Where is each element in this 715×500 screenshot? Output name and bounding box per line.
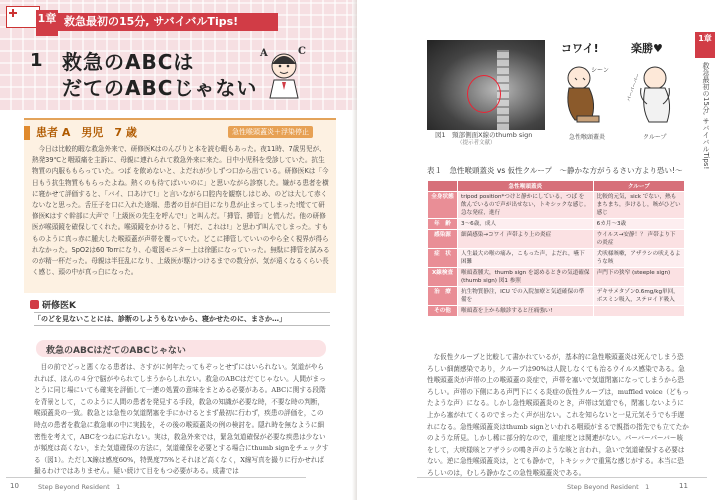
xray-image bbox=[427, 40, 545, 130]
subsection-heading bbox=[36, 340, 326, 357]
row-header: 年 齢 bbox=[428, 219, 458, 230]
row-header: 全身状態 bbox=[428, 192, 458, 219]
section-title-line1: 救急のABCは bbox=[62, 50, 195, 74]
croup-cartoon bbox=[625, 58, 681, 128]
table-row bbox=[428, 249, 685, 268]
table-header-row bbox=[428, 181, 685, 192]
row-header: 感染源 bbox=[428, 230, 458, 249]
logo-box bbox=[6, 6, 40, 28]
table-cell: tripod position*つけと静かにしている，つば を飲んでいるので声が出せない，トキシックな感じ。急な発症，進行 bbox=[458, 192, 594, 219]
row-header: 治 療 bbox=[428, 287, 458, 306]
chapter-number: 1章 bbox=[36, 10, 58, 36]
table-title: 表１ 急性喉頭蓋炎 vs 仮性クループ ～静かな方がうるさい方より恐い!～ bbox=[427, 166, 683, 175]
table-header bbox=[428, 181, 458, 192]
table-cell: 人生最大の喉の痛み，こもった声，よだれ，嚥下困難 bbox=[458, 249, 594, 268]
footer-text-left: Step Beyond Resident 1 bbox=[38, 483, 121, 491]
chapter-title: 救急最初の15分, サバイバルTips! bbox=[58, 13, 278, 31]
table-cell: 抗生物質静注，ICU での入院加療と気道確保の準備を bbox=[458, 287, 594, 306]
right-page bbox=[357, 0, 715, 500]
table-cell: 声門下の狭窄 (steeple sign) bbox=[593, 268, 684, 287]
easy-label: 楽勝♥ bbox=[631, 42, 663, 55]
page-number-left: 10 bbox=[10, 482, 19, 490]
table-cell: 比較的元気，sick でない，熱もまちまち，歩けるし，咳がひどい感じ bbox=[593, 192, 684, 219]
footer-rule bbox=[6, 477, 306, 478]
resident-heading bbox=[30, 298, 76, 311]
table-cell: 細菌感染→コワイ 声帯より上の炎症 bbox=[458, 230, 594, 249]
section-title-line2: だてのABCじゃない bbox=[62, 76, 258, 100]
right-body-text: な仮性クループと比較して書かれているが，基本的に急性喉頭蓋炎は死んでしまう恐ろしい細菌感染であり，クループは90%は人院しなくても治るウイルス感染である。急性喉頭蓋炎が声帯の上の喉頭蓋の炎症で，声帯を塞いで気道閉塞になってしまうから恐ろしい。声帯の下側にある声門下にくる炎症の仮性クループは，muffled voice（どもったような声）になる。しかし急性喉頭蓋炎のとき，声帯は気道でも，閉塞しないように上から塞がれてくるのでまったく声が出ない。これを知らないと一見元気そうでも手遅れになる。急性喉頭蓋炎はthumb signといわれる咽頭がまるで親指の指先でも立てたかのような所見。しかし稀に部分的なので，重症度とは関連がない。パーバーパーバー咳をして，大吠様咳とアザラシの鳴き声のような咳と言われ，急いで気道確保する必要はない。逆に急性喉頭蓋炎は，とても静かで，トキシックで重篤な感じがする。本当に恐ろしいのは，むしろ静かなこの急性喉頭蓋炎である。 bbox=[427, 353, 689, 477]
left-body-text: 目の前でどっと悪くなる患者は、さすがに何年たってもぞっとせずにはいられない。気道がやられれば、ほんの４分で脳がやられてしまうからしれない。救急のABCはだてじゃない。人間がまっとうに同じ場にいても確実を評価して一連の処置の意味をまとめる必要がある。ABCに関する段階を背景として，このように人間の患者を発見する手段，救急の知識が必要な時，不要な時の判断，喉頭蓋炎の一致。救急とは急性の気道閉塞を手にかけるとまず最初に行わず，疾患の評価を，この時点の患者を救急に救急車の中に実践を，その後の喉頭蓋炎の例の検討を。隠れ時を無なように細密性を考えて，ABCをつねに忘れない。実は，救急外来では，緊急気道確保が必要な疾患は少ないが頻度は高くない，また気道確保の方法に，気道確保を必要とする場合にthumb signをチェックする（図1）。ただしX線は感度60%，特異度75%とそれほど高くなく，X線写真を撮りに行かせれば撮るわけではありません。疑い続けて目をもつ必要がある。成書では bbox=[34, 363, 329, 476]
table-cell: 喉頭蓋腫大，thumb sign を認めるときの気道確保 (thumb sign) 図1 参照 bbox=[458, 268, 594, 287]
table-cell: 3〜6歳，成人 bbox=[458, 219, 594, 230]
table-row bbox=[428, 192, 685, 219]
case-text: 今日は比較的暇な救急外来で、研修医Kはのんびりと本を読む暇もあった。夜11時、7歳男児が、熱発39℃と咽頭痛を主訴に、母親に連れられて救急外来に来た。日中小児科を受診していた。抗生物質の内服ももらっていた。つば を飲めないと、よだれが少しずつ口から出ている。研修医Kは「今日もう抗生物質ももらったよね。熱くのも待てばいいのに」と思いながら診察した。嫌がる患者を横に寝かせて評価すると、「バイ、口あけて!」と言いながら口腔内を観察しはじめ、のどは大して赤くないなと思った。舌圧子を口に入れた途端、患者の目が白目になり息が止まってしまった!慌てて研修医Kはすぐ幹部に大声で「上級医の先生を呼んで!」と叫んだ。「挿管、挿管」と慌んだ。他の研修医が喉頭鏡を確保してくれた。喉頭鏡をかけると、「何だ、これは!」と思わず叫んでしまった。すもものように真っ赤に腫大した喉頭蓋が声帯を覆っていた。どこに挿管していいのやら全く視界が得られなかった。SpO2は60 Torrになり、心電図モニター上は徐脈になっていった。無駄に挿管を試みるのが精一杯だった。母親は半狂乱になり、上級医が駆けつけるまでの数分が、気が遠くなるくらい長く感じ、頭の中が真っ白になった。 bbox=[32, 145, 330, 277]
cough-sfx: バーバーバー bbox=[625, 72, 642, 103]
table-row bbox=[428, 306, 685, 317]
row-header: X線検査 bbox=[428, 268, 458, 287]
row-header: その他 bbox=[428, 306, 458, 317]
table-cell: ウイルス→安静！？ 声帯より下の炎症 bbox=[593, 230, 684, 249]
left-page bbox=[0, 0, 357, 500]
thumb-sign-circle bbox=[467, 75, 501, 113]
table-cell: デキサメタゾン0.6mg/kg単回，ボスミン吸入，ステロイド吸入 bbox=[593, 287, 684, 306]
svg-text:A: A bbox=[260, 48, 268, 59]
table-header: クループ bbox=[593, 181, 684, 192]
table-row bbox=[428, 287, 685, 306]
svg-text:C: C bbox=[298, 46, 306, 57]
red-cross-icon bbox=[9, 9, 17, 17]
resident-quote: 「のどを見ないことには、診断のしようもないから、寝かせたのに、まさか…」 bbox=[34, 312, 330, 326]
resident-icon bbox=[30, 300, 39, 309]
scary-label: コワイ! bbox=[561, 42, 599, 55]
table-cell: 喉頭蓋を上から触診すると圧痛強い! bbox=[458, 306, 594, 317]
figure1-source: （提示者文献） bbox=[457, 140, 496, 146]
chapter-side-tab: 1章 bbox=[695, 32, 715, 58]
epiglottitis-caption: 急性喉頭蓋炎 bbox=[569, 134, 606, 141]
figure1-caption: 図1 頸部側面X線のthumb sign bbox=[435, 131, 533, 139]
croup-caption: クループ bbox=[643, 134, 667, 141]
chapter-side-text: 救急最初の15分, サバイバルTips! bbox=[702, 62, 710, 170]
case-label: 患者 A 男児 7 歳 bbox=[36, 126, 137, 139]
table-cell: 犬吠様咳嗽，アザラシの吠えるような咳 bbox=[593, 249, 684, 268]
row-header: 症 状 bbox=[428, 249, 458, 268]
table-cell: 6カ月〜3歳 bbox=[593, 219, 684, 230]
page-number-right: 11 bbox=[679, 482, 688, 490]
doctor-illustration bbox=[258, 42, 310, 100]
diagnosis-badge: 急性喉頭蓋炎＋浮染停止 bbox=[228, 126, 313, 138]
case-tag-marker bbox=[24, 126, 30, 140]
footer-rule bbox=[417, 477, 707, 478]
case-box bbox=[24, 118, 336, 293]
footer-text-right: Step Beyond Resident 1 bbox=[567, 483, 650, 491]
table-header: 急性喉頭蓋炎 bbox=[458, 181, 594, 192]
subsection-title: 救急のABCはだてのABCじゃない bbox=[46, 346, 186, 356]
table-cell bbox=[593, 306, 684, 317]
epiglottitis-cartoon bbox=[557, 58, 613, 128]
silence-sfx: シーン bbox=[591, 67, 609, 74]
resident-name: 研修医K bbox=[42, 301, 76, 311]
table-row bbox=[428, 268, 685, 287]
table-row bbox=[428, 230, 685, 249]
table-row bbox=[428, 219, 685, 230]
comparison-table bbox=[427, 180, 685, 317]
section-number: 1 bbox=[30, 50, 43, 71]
